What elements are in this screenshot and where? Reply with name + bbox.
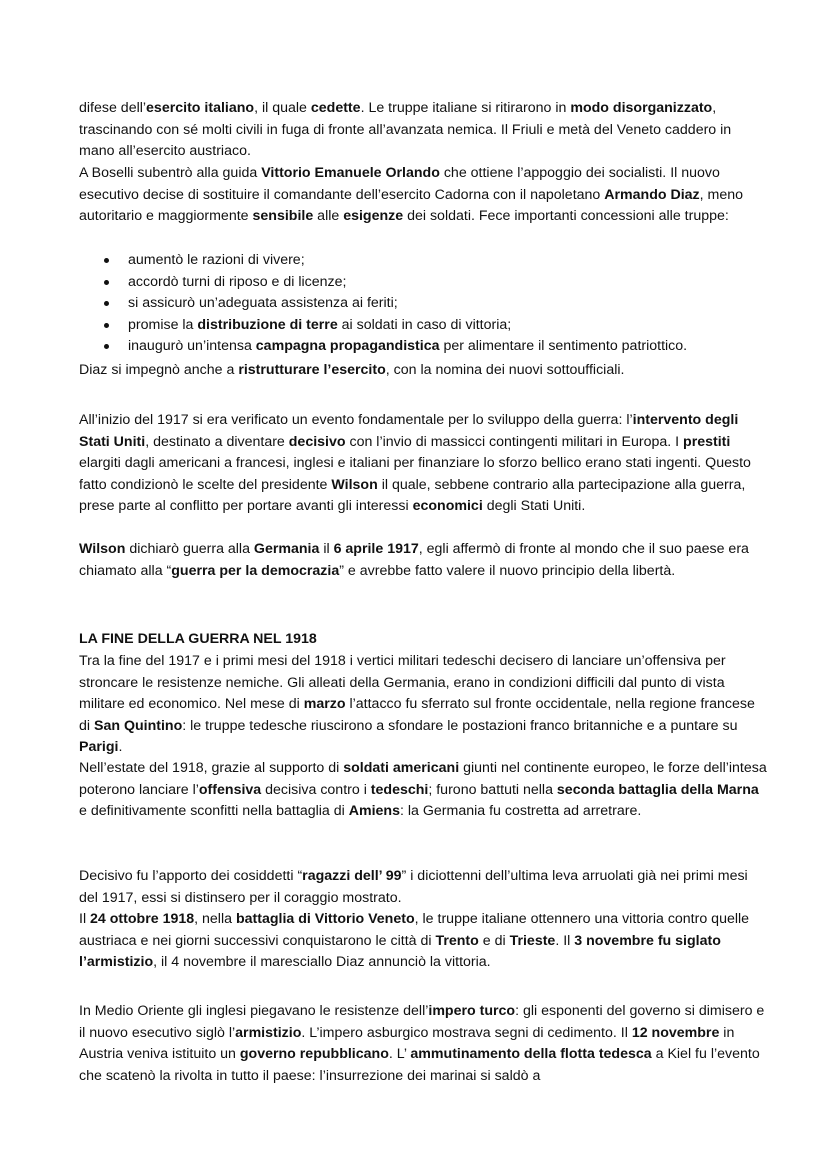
text-run: promise la [128,316,198,333]
text-run: . Il [555,932,575,949]
bold-text: tedeschi [370,781,429,798]
text-run: . L’impero asburgico mostrava segni di cedimento. Il [301,1024,632,1041]
bold-text: 3 novembre fu siglato l’armistizio [79,932,721,971]
text-run: e di [478,932,510,949]
bold-text: campagna propagandistica [255,338,440,355]
bold-text: Germania [253,541,320,557]
paragraph-ritirata [79,98,769,163]
text-run: il quale, sebbene contrario alla partecipazione alla guerra, prese parte al conflitto per portare avanti gli interessi [79,476,746,515]
bold-text: Wilson [331,476,378,493]
bullet-icon [104,323,109,328]
text-run: All’inizio del 1917 si era verificato un evento fondamentale per lo sviluppo della guerra: l’ [79,412,633,428]
text-run: Tra la fine del 1917 e i primi mesi del 1918 i vertici militari tedeschi decisero di lanciare un’offensiva per stroncare le resistenze nemiche. Gli alleati della Germania, erano in condizioni difficili dal punto di vista militare ed economico. Nel mese di [79,653,726,713]
bold-text: impero turco [428,1003,516,1019]
text-run: ” i diciottenni dell’ultima leva arruolati già nei primi mesi del 1917, essi si distinsero per il coraggio mostrato. [79,868,748,906]
bold-text: esercito italiano [146,100,255,116]
text-run: elargiti dagli americani a francesi, inglesi e italiani per finanziare lo sforzo bellico erano stati ingenti. Questo fatto condizionò le scelte del presidente [79,455,751,493]
text-run: in Austria veniva istituito un [79,1024,735,1063]
bold-text: ragazzi dell’ 99 [302,868,402,884]
text-run: , il quale [254,100,311,116]
text-run: degli Stati Uniti. [482,498,586,515]
bold-text: sensibile [252,208,314,225]
paragraph-medio-oriente [79,1001,769,1087]
text-run: dei soldati. Fece importanti concessioni alle truppe: [403,208,729,225]
text-run: l’attacco fu sferrato sul fronte occidentale, nella regione francese di [79,696,755,734]
bold-text: esigenze [343,208,404,225]
text-run: Nell’estate del 1918, grazie al supporto di [79,760,344,776]
bullet-icon [104,301,109,306]
bold-text: Armando Diaz [604,186,700,203]
bold-text: economici [412,498,483,515]
text-run: . L’ [388,1046,411,1063]
text-run: , egli affermò di fronte al mondo che il suo paese era chiamato alla “ [79,541,749,579]
bold-text: ammutinamento della flotta tedesca [410,1046,652,1063]
text-run: decisiva contro i [261,781,371,798]
text-run: con l’invio di massicci contingenti militari in Europa. I [345,433,684,450]
paragraph-orlando-diaz [79,163,769,228]
text-run: , trascinando con sé molti civili in fuga di fronte all’avanzata nemica. Il Friuli e metà del Veneto caddero in mano all’esercito austriaco. [79,100,732,160]
bold-text: 12 novembre [631,1024,720,1041]
paragraph-stati-uniti [79,410,769,518]
bold-text: modo disorganizzato [570,100,713,116]
bold-text: Parigi [79,739,119,756]
text-run: , il 4 novembre il maresciallo Diaz annunciò la vittoria. [153,954,491,971]
list-item [79,272,769,294]
text-run: che ottiene l’appoggio dei socialisti. Il nuovo esecutivo decise di sostituire il comandante dell’esercito Cadorna con il napoletano [79,165,720,203]
list-item [79,250,769,272]
bold-text: soldati americani [343,760,460,776]
bold-text: marzo [303,696,346,713]
bold-text: prestiti [683,433,731,450]
text-run: si assicurò un’adeguata assistenza ai feriti; [128,295,398,312]
bold-text: guerra per la democrazia [171,562,340,579]
text-run: A Boselli subentrò alla guida [79,165,262,181]
text-run: . Le truppe italiane si ritirarono in [360,100,571,116]
bold-text: 6 aprile 1917 [333,541,419,557]
text-run: giunti nel continente europeo, le forze dell’intesa poterono lanciare l’ [79,760,767,798]
text-run: : la Germania fu costretta ad arretrare. [399,803,642,820]
text-run: accordò turni di riposo e di licenze; [128,273,347,290]
text-run: a Kiel fu l’evento che scatenò la rivolta in tutto il paese: l’insurrezione dei marinai si saldò a [79,1046,760,1084]
text-run: per alimentare il sentimento patriottico. [439,338,688,355]
bold-text: Trento [435,932,479,949]
paragraph-vittorio-veneto [79,909,769,974]
text-run: inaugurò un’intensa [128,338,256,355]
text-run: , nella [194,911,236,927]
list-item [79,293,769,315]
text-run: ” e avrebbe fatto valere il nuovo principio della libertà. [339,562,676,579]
bold-text: San Quintino [93,717,183,734]
text-run: . [118,739,123,756]
bold-text: governo repubblicano [239,1046,389,1063]
bullet-icon [104,258,109,263]
bold-text: decisivo [288,433,346,450]
text-run: Il [79,911,91,927]
bullet-icon [104,344,109,349]
bold-text: cedette [310,100,361,116]
bold-text: seconda battaglia della Marna [556,781,759,798]
text-run: il [319,541,334,557]
text-run: difese dell’ [79,100,147,116]
bold-text: battaglia di Vittorio Veneto [235,911,415,927]
paragraph-ragazzi-99 [79,866,769,909]
section-heading: LA FINE DELLA GUERRA NEL 1918 [79,631,317,647]
text-run: In Medio Oriente gli inglesi piegavano le resistenze dell’ [79,1003,429,1019]
bold-text: Amiens [348,803,400,820]
text-run: aumentò le razioni di vivere; [128,252,305,268]
bullet-icon [104,280,109,285]
bold-text: distribuzione di terre [197,316,338,333]
text-run: , con la nomina dei nuovi sottoufficiali. [385,362,625,378]
list-item [79,336,769,358]
bold-text: intervento degli Stati Uniti [79,412,739,450]
bold-text: Vittorio Emanuele Orlando [261,165,440,181]
paragraph-wilson [79,539,769,582]
text-run: : gli esponenti del governo si dimisero e il nuovo esecutivo siglò l’ [79,1003,765,1041]
paragraph-ristrutturazione [79,360,769,382]
text-run: , meno autoritario e maggiormente [79,186,744,225]
text-run: : le truppe tedesche riuscirono a sfondare le postazioni franco britanniche e a puntare su [182,717,738,734]
text-run: , destinato a diventare [145,433,289,450]
paragraph-offensiva-tedesca [79,651,769,759]
text-run: dichiarò guerra alla [125,541,254,557]
text-run: ; furono battuti nella [428,781,557,798]
bold-text: armistizio [235,1024,302,1041]
list-item [79,315,769,337]
text-run: ai soldati in caso di vittoria; [337,316,512,333]
bold-text: offensiva [198,781,262,798]
text-run: Diaz si impegnò anche a [79,362,239,378]
text-run: Decisivo fu l’apporto dei cosiddetti “ [79,868,303,884]
text-run: alle [313,208,344,225]
bold-text: 24 ottobre 1918 [90,911,195,927]
concessions-list [79,250,769,358]
bold-text: Trieste [509,932,556,949]
text-run: , le truppe italiane ottennero una vittoria contro quelle austriaca e nei giorni successivi conquistarono le città di [79,911,750,949]
text-run: e definitivamente sconfitti nella battaglia di [79,803,349,820]
bold-text: ristrutturare l’esercito [238,362,386,378]
paragraph-marna [79,758,769,823]
bold-text: Wilson [79,541,126,557]
